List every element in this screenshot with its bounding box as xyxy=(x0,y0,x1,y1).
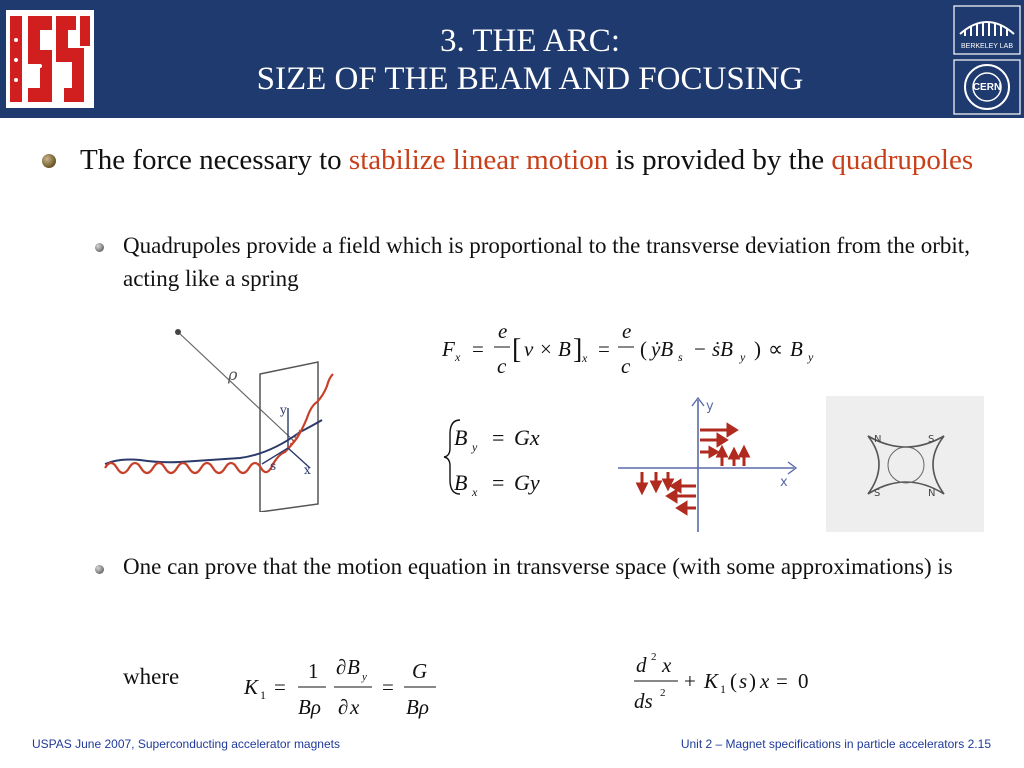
rho-label: ρ xyxy=(228,365,238,384)
cern-text: CERN xyxy=(972,82,1002,93)
svg-text:y: y xyxy=(362,671,367,683)
svg-text:F: F xyxy=(442,337,455,361)
pole-label-n2: N xyxy=(928,488,936,499)
svg-text:x: x xyxy=(760,669,770,693)
bullet-marker-2 xyxy=(95,243,104,252)
x-label: x xyxy=(304,463,311,477)
svg-text:ds: ds xyxy=(634,689,653,713)
quadrupole-image xyxy=(826,396,984,532)
svg-text:(: ( xyxy=(640,337,647,361)
svg-text:c: c xyxy=(621,354,631,378)
svg-text:y: y xyxy=(472,440,478,454)
svg-text:∂: ∂ xyxy=(336,655,347,679)
svg-text:v: v xyxy=(524,337,534,361)
reference-orbit xyxy=(105,420,322,464)
svg-text:Bρ: Bρ xyxy=(406,695,429,719)
svg-text:B: B xyxy=(454,425,468,450)
force-equation xyxy=(440,318,840,382)
svg-text:K: K xyxy=(704,669,719,693)
svg-text:y: y xyxy=(740,350,746,364)
bullet-1-highlight-2: quadrupoles xyxy=(831,144,974,176)
slide-title xyxy=(120,22,940,98)
berkeley-lab-text: BERKELEY LAB xyxy=(960,43,1014,50)
svg-text:1: 1 xyxy=(260,688,266,702)
svg-text:∝: ∝ xyxy=(768,337,784,361)
svg-text:+: + xyxy=(684,669,696,693)
bullet-1-part1: The force necessary to xyxy=(80,144,349,176)
svg-text:B: B xyxy=(347,655,360,679)
svg-text:2: 2 xyxy=(651,651,657,663)
y-label: y xyxy=(280,403,287,417)
svg-text:): ) xyxy=(754,337,761,361)
pole-label-n1: N xyxy=(874,434,882,445)
svg-text:e: e xyxy=(498,319,508,343)
k1-definition xyxy=(240,652,450,726)
uspas-logo-text: USPAS xyxy=(50,106,54,107)
svg-text:0: 0 xyxy=(798,669,809,693)
trajectory-sketch xyxy=(100,322,350,512)
footer-page: Unit 2 – Magnet specifications in particle accelerators 2.15 xyxy=(680,737,991,751)
sketch-x-label: x xyxy=(780,475,788,490)
svg-text:Gy: Gy xyxy=(514,470,540,495)
svg-text:B: B xyxy=(454,470,468,495)
svg-text:×: × xyxy=(540,337,552,361)
svg-text:B: B xyxy=(790,337,803,361)
bullet-2-text: Quadrupoles provide a field which is proportional to the transverse deviation from the orbit, acting like a spring xyxy=(123,233,970,291)
svg-text:(: ( xyxy=(730,669,737,693)
svg-text:e: e xyxy=(622,319,632,343)
svg-text:=: = xyxy=(492,425,505,450)
bullet-1-part2: is provided by the xyxy=(608,144,832,176)
where-label: where xyxy=(123,664,180,689)
svg-text:c: c xyxy=(497,354,507,378)
svg-text:x: x xyxy=(582,351,588,365)
svg-text:): ) xyxy=(749,669,756,693)
svg-text:Bρ: Bρ xyxy=(298,695,321,719)
footer-course: USPAS June 2007, Superconducting accelerator magnets xyxy=(32,737,340,751)
s-label: s xyxy=(270,459,277,473)
svg-text:x: x xyxy=(455,350,461,364)
bullet-1-highlight-1: stabilize linear motion xyxy=(348,144,609,176)
svg-text:2: 2 xyxy=(660,687,666,699)
svg-text:B: B xyxy=(558,337,571,361)
bullet-marker-3 xyxy=(95,565,104,574)
svg-text:]: ] xyxy=(573,334,583,365)
svg-text:∂: ∂ xyxy=(338,695,349,719)
svg-text:K: K xyxy=(244,675,259,699)
pole-label-s2: S xyxy=(874,488,881,499)
svg-text:x: x xyxy=(472,485,478,499)
svg-text:=: = xyxy=(472,337,484,361)
partner-logos xyxy=(952,4,1022,116)
svg-text:−: − xyxy=(694,337,706,361)
uspas-logo xyxy=(6,10,94,108)
orbit-center-point xyxy=(175,329,181,335)
title-line-1: 3. THE ARC: xyxy=(439,23,620,59)
svg-text:x: x xyxy=(350,695,360,719)
cern-logo xyxy=(954,60,1020,114)
pole-label-s1: S xyxy=(928,434,935,445)
svg-text:Gx: Gx xyxy=(514,425,540,450)
svg-text:s: s xyxy=(739,669,748,693)
svg-text:[: [ xyxy=(512,334,522,365)
motion-equation xyxy=(630,646,830,720)
svg-text:=: = xyxy=(776,669,788,693)
svg-text:ẏB: ẏB xyxy=(651,337,674,361)
bullet-marker-1 xyxy=(42,154,56,168)
svg-text:1: 1 xyxy=(308,659,319,683)
svg-text:s: s xyxy=(678,350,683,364)
svg-text:=: = xyxy=(274,675,286,699)
field-equations xyxy=(440,414,580,500)
svg-text:=: = xyxy=(598,337,610,361)
svg-text:G: G xyxy=(412,659,428,683)
bullet-3-text: One can prove that the motion equation in transverse space (with some approximations) is xyxy=(123,554,953,579)
svg-text:y: y xyxy=(808,350,814,364)
svg-text:ṡB: ṡB xyxy=(712,337,733,361)
svg-text:=: = xyxy=(382,675,394,699)
field-gradient-sketch xyxy=(612,396,802,536)
berkeley-lab-logo xyxy=(954,6,1020,54)
svg-text:x: x xyxy=(662,653,672,677)
svg-text:=: = xyxy=(492,470,505,495)
title-bar xyxy=(0,0,1024,118)
bullet-1-text xyxy=(80,140,1010,180)
svg-text:d: d xyxy=(636,653,647,677)
sketch-y-label: y xyxy=(706,399,714,414)
svg-text:1: 1 xyxy=(720,682,726,696)
title-line-2: SIZE OF THE BEAM AND FOCUSING xyxy=(256,61,804,97)
rho-line xyxy=(178,332,295,442)
